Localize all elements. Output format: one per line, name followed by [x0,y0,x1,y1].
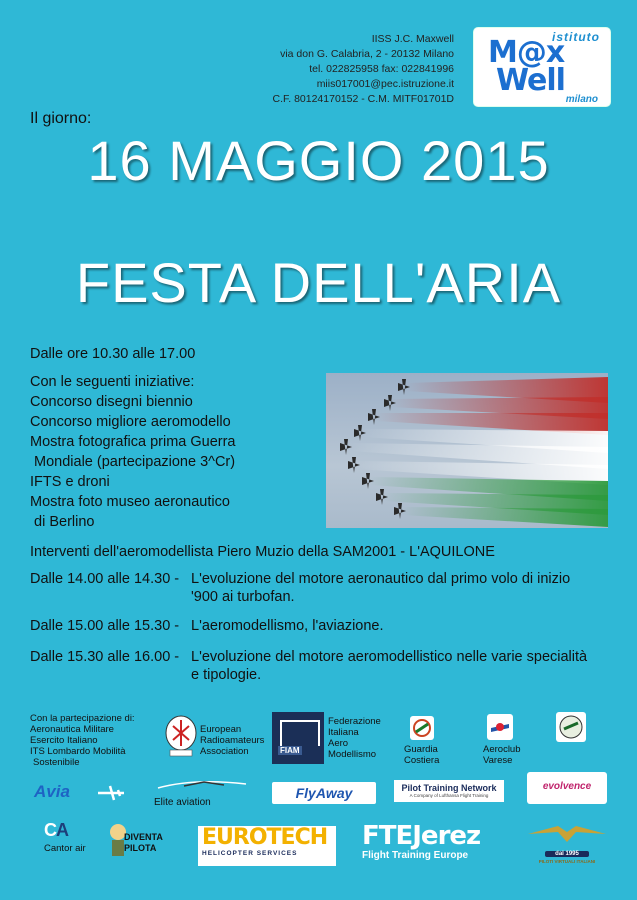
pilot-training-network-logo: Pilot Training Network A Company of Lufthansa Flight Training [394,780,504,802]
school-info [228,32,454,107]
school-address: via don G. Calabria, 2 - 20132 Milano [280,48,454,60]
school-codes: C.F. 80124170152 - C.M. MITF01701D [272,93,454,105]
evolvence-logo: evolvence [527,772,607,804]
fiam-logo: FIAM [272,712,324,764]
list-item: Mostra foto museo aeronautico [30,494,230,510]
school-email: miis017001@pec.istruzione.it [316,78,454,90]
list-item: Concorso disegni biennio [30,394,193,410]
maxwell-logo: istituto M@x Well milano [474,28,610,106]
participation-intro: Con la partecipazione di: Aeronautica Militare Esercito Italiano ITS Lombardo Mobilità Sostenibile [30,713,135,768]
date-intro: Il giorno: [30,110,92,127]
aerobatic-team-photo [326,373,608,528]
event-title: FESTA DELL'ARIA [75,251,562,314]
radio-amateurs-label: European Radioamateurs Association [200,724,265,757]
list-item: di Berlino [30,514,95,530]
fte-jerez-logo: FTEJerez Flight Training Europe [362,821,481,861]
interventi-text: Interventi dell'aeromodellista Piero Muzio della SAM2001 - L'AQUILONE [30,544,495,560]
flyaway-logo: FlyAway [272,782,376,804]
list-item: Mostra fotografica prima Guerra [30,434,236,450]
diventa-pilota-logo: DIVENTA PILOTA [108,822,174,866]
military-emblem [556,712,586,742]
aeroclub-label: Aeroclub Varese [483,744,521,766]
initiatives-list [30,372,236,532]
school-phone: tel. 022825958 fax: 022841996 [309,63,454,75]
guardia-costiera-emblem [410,716,434,740]
piloti-virtuali-logo: dal 1995 PILOTI VIRTUALI ITALIANI [524,820,610,872]
schedule-time: Dalle 14.00 alle 14.30 - [30,571,180,587]
schedule-desc: L'evoluzione del motore aeromodellistico nelle varie specialità e tipologie. [191,649,588,683]
avia-logo: Avia [34,782,126,804]
event-hours: Dalle ore 10.30 alle 17.00 [30,346,196,362]
radio-amateurs-emblem [164,714,198,758]
eurotech-logo: EUROTECH HELICOPTER SERVICES [198,826,336,866]
event-date: 16 MAGGIO 2015 [87,129,550,192]
schedule-desc: L'aeromodellismo, l'aviazione. [191,618,384,634]
fiam-label: Federazione Italiana Aero Modellismo [328,716,381,760]
schedule-desc: L'evoluzione del motore aeronautico dal primo volo di inizio '900 ai turbofan. [191,571,571,605]
list-item: IFTS e droni [30,474,110,490]
elite-aviation-logo: Elite aviation [154,778,250,808]
cantor-air-logo: CA Cantor air [44,820,86,854]
schedule-time: Dalle 15.00 alle 15.30 - [30,618,180,634]
guardia-costiera-label: Guardia Costiera [404,744,440,766]
aeroclub-emblem [487,714,513,740]
list-item: Mondiale (partecipazione 3^Cr) [30,454,236,470]
schedule-time: Dalle 15.30 alle 16.00 - [30,649,180,665]
list-item: Concorso migliore aeromodello [30,414,231,430]
list-item: Con le seguenti iniziative: [30,374,195,390]
school-name: IISS J.C. Maxwell [371,33,454,45]
